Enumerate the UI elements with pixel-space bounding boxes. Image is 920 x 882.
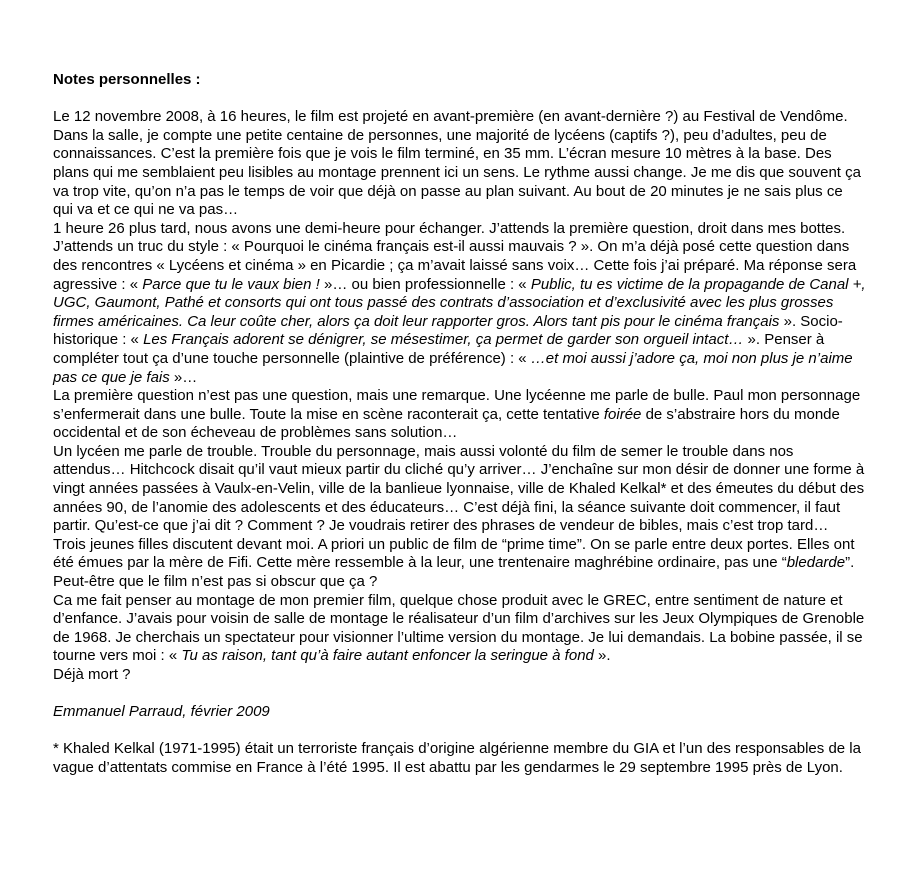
text-segment: de s’abstraire hors du monde occidental et de son écheveau de problèmes sans solution…: [53, 405, 840, 442]
text-segment: foirée: [603, 405, 642, 423]
para-obscur: [53, 573, 866, 592]
text-segment: Public, tu es victime de la propagande de Canal +, UGC, Gaumont, Pathé et consorts qui ont tous passé des contrats d’association et d’exclusivité avec les plus grosses firmes américaines. Ca leur coûte cher, alors ça doit leur rapporter gros. Alors tant pis pour le cinéma français: [53, 275, 866, 330]
document-title: Notes personnelles :: [53, 71, 201, 88]
text-segment: ».: [593, 647, 611, 665]
text-segment: La première question n’est pas une question, mais une remarque. Une lycéenne me parle de bulle. Paul mon personnage s’enfermerait dans une bulle. Toute la mise en scène raconterait ça, cette tentative: [53, 387, 861, 423]
text-segment: bledarde: [786, 554, 846, 572]
text-segment: * Khaled Kelkal (1971-1995) était un terroriste français d’origine algérienne membre du GIA et l’un des responsables de la vague d’attentats commise en France à l’été 1995. Il est abattu par les gendarmes le 29 septembre 1995 près de Lyon.: [53, 740, 861, 776]
text-segment: Un lycéen me parle de trouble. Trouble du personnage, mais aussi volonté du film de semer le trouble dans nos attendus… Hitchcock disait qu’il vaut mieux partir du cliché qu’y arriver… J’enchaîne sur mon désir de donner une forme à vingt années passées à Vaulx-en-Velin, ville de la banlieue lyonnaise, ville de Khaled Kelkal* et des émeutes du début des années 90, de l’anomie des adolescents et des éducateurs… C’est déjà fini, la séance suivante doit commencer, il faut partir. Qu’est-ce que j’ai dit ? Comment ? Je voudrais retirer des phrases de vendeur de bibles, mais c’est trop tard…: [53, 442, 865, 535]
text-segment: Peut-être que le film n’est pas si obscur que ça ?: [53, 573, 378, 591]
para-trois-filles: [53, 536, 866, 573]
text-segment: Les Français adorent se dénigrer, se mésestimer, ça permet de garder son orgueil intact…: [143, 331, 744, 349]
text-segment: ». Penser à compléter tout ça d’une touche personnelle (plaintive de préférence) : «: [53, 331, 825, 367]
para-deja-mort: [53, 666, 866, 685]
para-trouble: [53, 443, 866, 536]
para-question-bulle: [53, 387, 866, 443]
text-segment: »…: [169, 368, 198, 386]
text-segment: Parce que tu le vaux bien !: [142, 275, 320, 293]
para-avant-premiere: [53, 108, 866, 220]
text-segment: Ca me fait penser au montage de mon premier film, quelque chose produit avec le GREC, entre sentiment de nature et d’enfance. J’avais pour voisin de salle de montage le réalisateur d’un film d’archives sur les Jeux Olympiques de Grenoble de 1968. Je cherchais un spectateur pour visionner l’ultime version du montage. Je lui demandais. La bobine passée, il se tourne vers moi : «: [53, 591, 865, 665]
text-segment: Déjà mort ?: [53, 666, 131, 683]
para-echange: [53, 220, 866, 387]
text-segment: Le 12 novembre 2008, à 16 heures, le film est projeté en avant-première (en avant-dernière ?) au Festival de Vendôme. Dans la salle, je compte une petite centaine de personnes, une majorité de lycéens (captifs ?), peu d’adultes, peu de connaissances. C’est la première fois que je vois le film terminé, en 35 mm. L’écran mesure 10 mètres à la base. Des plans qui me semblaient peu lisibles au montage prennent ici un sens. Le rythme aussi change. Je me dis que souvent ça va trop vite, qu’on n’a pas le temps de voir que déjà on passe au plan suivant. Au bout de 20 minutes je ne sais plus ce qui va et ce qui ne va pas…: [53, 108, 861, 219]
text-segment: ”.: [845, 554, 855, 572]
footnote-khaled-kelkal: [53, 740, 866, 777]
text-segment: »… ou bien professionnelle : «: [319, 275, 531, 293]
document-body: [53, 108, 866, 777]
signature: [53, 703, 866, 722]
text-segment: ». Socio-historique : «: [53, 312, 843, 349]
text-segment: Tu as raison, tant qu’à faire autant enfoncer la seringue à fond: [181, 647, 594, 665]
text-segment: …et moi aussi j’adore ça, moi non plus je n’aime pas ce que je fais: [53, 349, 853, 386]
text-segment: Emmanuel Parraud, février 2009: [53, 703, 270, 721]
para-premier-film: [53, 592, 866, 666]
text-segment: Trois jeunes filles discutent devant moi. A priori un public de film de “prime time”. On se parle entre deux portes. Elles ont été émues par la mère de Fifi. Cette mère ressemble à la leur, une trentenaire maghrébine ordinaire, pas une “: [53, 535, 855, 572]
text-segment: 1 heure 26 plus tard, nous avons une demi-heure pour échanger. J’attends la première question, droit dans mes bottes. J’attends un truc du style : « Pourquoi le cinéma français est-il aussi mauvais ? ». On m’a déjà posé cette question dans des rencontres « Lycéens et cinéma » en Picardie ; ça m’avait laissé sans voix… Cette fois j’ai préparé. Ma réponse sera agressive : «: [53, 219, 857, 293]
